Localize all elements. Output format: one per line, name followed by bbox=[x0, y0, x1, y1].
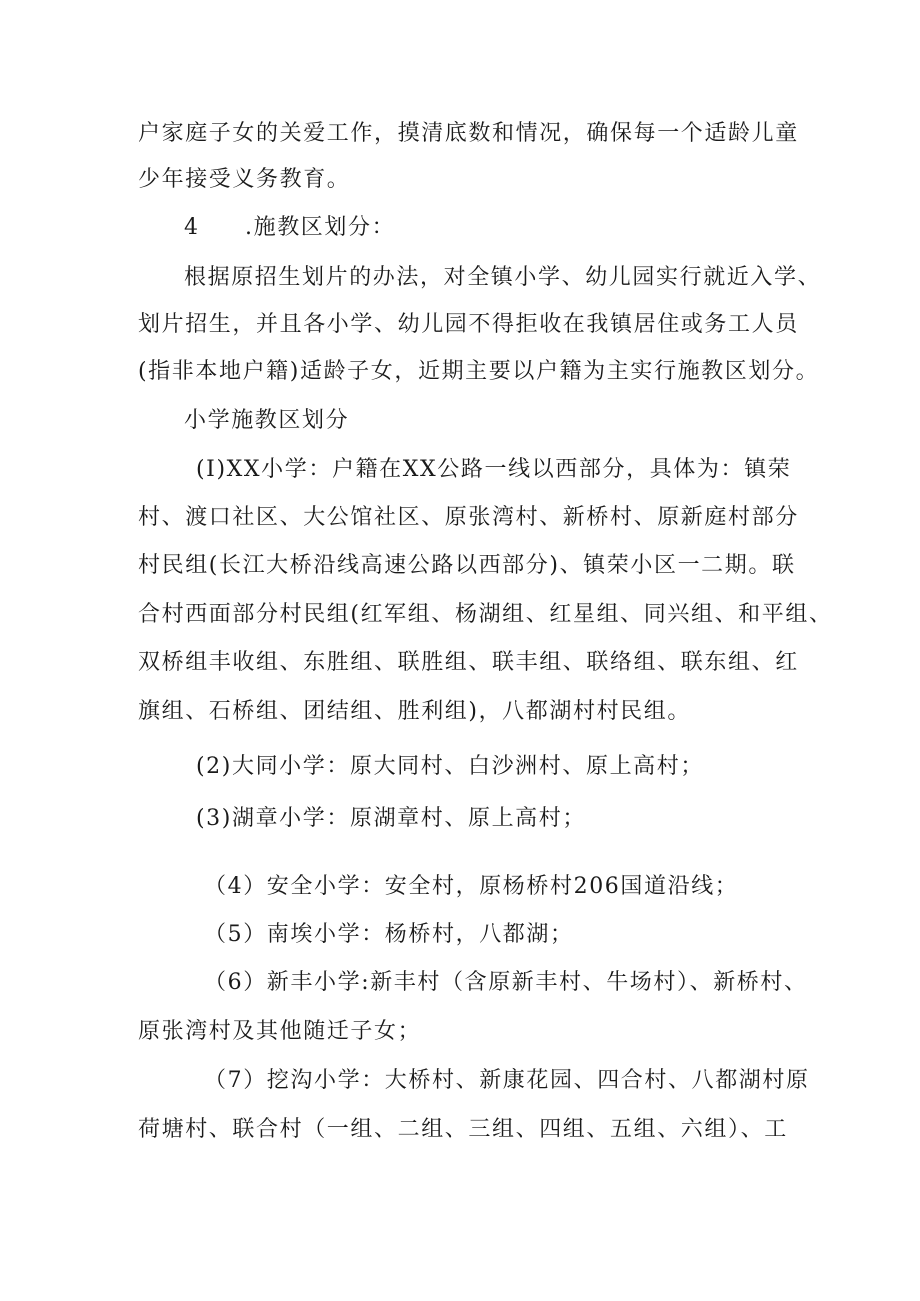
text-line-5: (指非本地户籍)适龄子女，近期主要以户籍为主实行施教区划分。 bbox=[138, 359, 820, 384]
text-line-1: 户家庭子女的关爱工作，摸清底数和情况，确保每一个适龄儿童 bbox=[138, 121, 799, 146]
text-line-10: 合村西面部分村民组(红军组、杨湖组、红星组、同兴组、和平组、 bbox=[138, 602, 833, 627]
text-line-2: 少年接受义务教育。 bbox=[138, 167, 351, 192]
text-line-18: 原张湾村及其他随迁子女； bbox=[138, 1019, 422, 1044]
text-line-8: 村、渡口社区、大公馆社区、原张湾村、新桥村、原新庭村部分 bbox=[138, 505, 799, 530]
text-line-7: (I)XX小学：户籍在XX公路一线以西部分，具体为：镇荣 bbox=[196, 457, 792, 482]
list-item-2: (2)大同小学：原大同村、白沙洲村、原上高村； bbox=[196, 754, 704, 779]
text-line-20: 荷塘村、联合村（一组、二组、三组、四组、五组、六组）、工 bbox=[138, 1117, 788, 1142]
list-item-4: （4）安全小学：安全村，原杨桥村206国道沿线； bbox=[204, 874, 739, 899]
text-line-3: 根据原招生划片的办法，对全镇小学、幼儿园实行就近入学、 bbox=[184, 265, 822, 290]
list-item-3: (3)湖章小学：原湖章村、原上高村； bbox=[196, 806, 586, 831]
list-item-7: （7）挖沟小学：大桥村、新康花园、四合村、八都湖村原 bbox=[204, 1068, 810, 1093]
subheading-primary-school-zones: 小学施教区划分 bbox=[184, 408, 350, 433]
text-line-11: 双桥组丰收组、东胜组、联胜组、联丰组、联络组、联东组、红 bbox=[138, 650, 799, 675]
text-line-4: 划片招生，并且各小学、幼儿园不得拒收在我镇居住或务工人员 bbox=[138, 312, 799, 337]
text-line-9: 村民组(长江大桥沿线高速公路以西部分)、镇荣小区一二期。联 bbox=[138, 553, 796, 578]
text-line-12: 旗组、石桥组、团结组、胜利组)，八都湖村村民组。 bbox=[138, 699, 691, 724]
list-item-6: （6）新丰小学:新丰村（含原新丰村、牛场村）、新桥村、 bbox=[204, 970, 808, 995]
section-number: 4 bbox=[184, 215, 200, 240]
section-title: .施教区划分： bbox=[245, 215, 396, 240]
section-heading-4 bbox=[0, 213, 920, 243]
list-item-5: （5）南埃小学：杨桥村，八都湖； bbox=[204, 922, 574, 947]
